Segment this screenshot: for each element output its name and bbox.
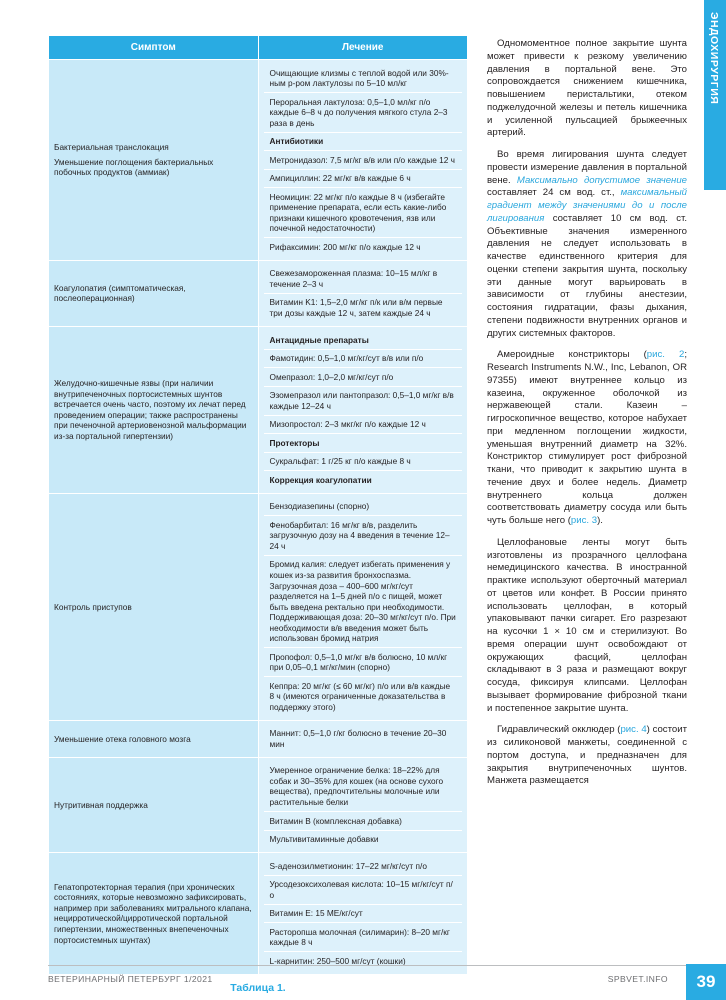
- table-row: [49, 260, 468, 326]
- treatment-item: Пероральная лактулоза: 0,5–1,0 мл/кг п/о каждые 6–8 ч до получения мягкого стула 2–3 раза в день: [264, 93, 463, 133]
- paragraph-5: Гидравлический окклюдер (рис. 4) состоит из силиконовой манжеты, соединенной с портом доступа, и предназначен для закрытия внутрипеченочных шунтов. Манжета размещается: [487, 724, 687, 787]
- section-tab: [704, 0, 726, 190]
- treatment-item: Урсодезоксихолевая кислота: 10–15 мг/кг/сут п/о: [264, 876, 463, 905]
- table-row: [49, 60, 468, 261]
- table-header-row: [49, 36, 468, 60]
- treatment-item: Маннит: 0,5–1,0 г/кг болюсно в течение 20–30 мин: [269, 728, 447, 749]
- treatment-item: Витамин K1: 1,5–2,0 мг/кг п/к или в/м первые три дозы каждые 12 ч, затем каждые 24 ч: [269, 297, 443, 318]
- cell-treatment: [258, 327, 468, 494]
- cell-symptom: Уменьшение отека головного мозга: [49, 720, 259, 757]
- treatment-item: Протекторы: [264, 434, 463, 453]
- treatment-item: Омепразол: 1,0–2,0 мг/кг/сут п/о: [264, 368, 463, 387]
- treatment-item: Кеппра: 20 мг/кг (≤ 60 мг/кг) п/о или в/в каждые 8 ч (имеются ограниченные доказательства в поддержку этого): [269, 680, 451, 712]
- treatment-item: Умеренное ограничение белка: 18–22% для собак и 30–35% для кошек (на основе сухого вещества), предпочтительны молочные или растительные белки: [264, 762, 463, 812]
- treatment-item: Неомицин: 22 мг/кг п/о каждые 8 ч (избегайте применение препарата, если есть какие-либо признаки кишечного кровотечения, язв или почечной недостаточности): [264, 188, 463, 238]
- paragraph-3: Амероидные констрикторы (рис. 2; Research Instruments N.W., Inc, Lebanon, OR 97355) имеют внутреннее кольцо из казеина, окруженное оболочкой из нержавеющей стали. Казеин – гигроскопичное вещество, которое набухает при медленном поглощении жидкости, уменьшая внутренний диаметр на 32%. Констриктор стимулирует рост фиброзной ткани, что приводит к закрытию шунта в течение двух и более недель. Диаметр внутреннего кольца должен соответствовать диаметру сосуда или быть чуть больше него (рис. 3).: [487, 349, 687, 526]
- treatment-item: Рифаксимин: 200 мг/кг п/о каждые 12 ч: [269, 241, 421, 252]
- treatment-item: Бромид калия: следует избегать применения у кошек из-за развития бронхоспазма. Загрузочная доза – 400–600 мг/кг/сут разделяется на 1–5 дней п/о с пищей, может быть введена ректально при необходимости. Поддерживающая доза: 20–30 мг/кг/сут п/о. При необходимости в/в введения может быть использован бромид натрия: [264, 556, 463, 648]
- footer-divider: [48, 965, 704, 966]
- treatment-item: Очищающие клизмы с теплой водой или 30%-ным р-ром лактулозы по 5–10 мл/кг: [264, 64, 463, 93]
- table-row: [49, 327, 468, 494]
- treatment-item: L-карнитин: 250–500 мг/сут (кошки): [269, 955, 406, 966]
- cell-symptom: Коагулопатия (симптоматическая, послеоперационная): [49, 260, 259, 326]
- article-text-column: [487, 38, 687, 797]
- paragraph-1: Одномоментное полное закрытие шунта может привести к резкому увеличению давления в портальной вене. Это сопровождается снижением кишечника, повышением перистальтики, отеком поджелудочной железы и петель кишечника и усиленной пульсацией брыжеечных артерий.: [487, 38, 687, 139]
- treatment-item: Фамотидин: 0,5–1,0 мг/кг/сут в/в или п/о: [264, 350, 463, 369]
- table-row: [49, 720, 468, 757]
- treatment-table: [48, 35, 468, 975]
- cell-treatment: [258, 493, 468, 720]
- cell-treatment: [258, 260, 468, 326]
- paragraph-4: Целлофановые ленты могут быть изготовлены из прозрачного целлофана немедицинского качества. В иностранной практике используют оберточный материал от цветов или конфет. В России принято использовать целлофан, в который упаковывают пачки сигарет. Его разрезают на кусочки 1 × 10 см и стерилизуют. Во время операции шунт освобождают от окружающих фасций, целлофан складывают в 3 раза и размещают вокруг сосуда, фиксируя клипсами. Целлофан вызывает формирование фиброзной ткани и постепенное закрытие шунта.: [487, 536, 687, 714]
- cell-symptom: Гепатопротекторная терапия (при хронических состояниях, которые невозможно зафиксировать, например при заболеваниях митрального клапана, нецирротической/цирротической портальной гипертензии, множественных внепеченочных портосистемных шунтах): [49, 853, 259, 975]
- treatment-item: Ампициллин: 22 мг/кг в/в каждые 6 ч: [264, 170, 463, 189]
- treatment-item: Эзомепразол или пантопразол: 0,5–1,0 мг/кг в/в каждые 12–24 ч: [264, 387, 463, 416]
- treatment-item: Бензодиазепины (спорно): [264, 498, 463, 517]
- column-header-symptom: Симптом: [49, 36, 259, 60]
- footer-website: SPBVET.INFO: [607, 974, 668, 984]
- cell-treatment: [258, 853, 468, 975]
- treatment-item: Витамин E: 15 МЕ/кг/сут: [264, 905, 463, 924]
- treatment-item: Расторопша молочная (силимарин): 8–20 мг/кг каждые 8 ч: [264, 923, 463, 952]
- treatment-item: Пропофол: 0,5–1,0 мг/кг в/в болюсно, 10 мл/кг при 0,05–0,1 мг/кг/мин (спорно): [264, 648, 463, 677]
- page-number: 39: [686, 964, 726, 1000]
- treatment-item: Метронидазол: 7,5 мг/кг в/в или п/о каждые 12 ч: [264, 151, 463, 170]
- paragraph-2: Во время лигирования шунта следует провести измерение давления в портальной вене. Максимально допустимое значение составляет 24 см вод. ст., максимальный градиент между значениями до и после лигирования составляет 10 см вод. ст. Объективные значения измеренного давления не следует использовать в качестве единственного критерия для оценки степени закрытия шунта, поскольку эти данные могут варьировать в зависимости от глубины анестезии, состояния гидратации, фазы дыхания, степени подвижности внутренних органов и других системных факторов.: [487, 149, 687, 339]
- table-row: [49, 493, 468, 720]
- treatment-item: Антацидные препараты: [264, 331, 463, 350]
- treatment-item: Свежезамороженная плазма: 10–15 мл/кг в течение 2–3 ч: [264, 265, 463, 294]
- cell-symptom: Нутритивная поддержка: [49, 757, 259, 852]
- treatment-item: Мизопростол: 2–3 мкг/кг п/о каждые 12 ч: [264, 416, 463, 435]
- footer-journal-name: ВЕТЕРИНАРНЫЙ ПЕТЕРБУРГ 1/2021: [48, 974, 213, 984]
- treatment-item: Фенобарбитал: 16 мг/кг в/в, разделить загрузочную дозу на 4 введения в течение 12–24 ч: [264, 516, 463, 556]
- treatment-item: Сукральфат: 1 г/25 кг п/о каждые 8 ч: [264, 453, 463, 472]
- cell-treatment: [258, 720, 468, 757]
- cell-treatment: [258, 757, 468, 852]
- treatment-item: Мультивитаминные добавки: [269, 834, 379, 845]
- table-row: [49, 757, 468, 852]
- table-column: [48, 35, 468, 994]
- column-header-treatment: Лечение: [258, 36, 468, 60]
- treatment-item: S-аденозилметионин: 17–22 мг/кг/сут п/о: [264, 857, 463, 876]
- table-body: [49, 60, 468, 975]
- cell-symptom: Бактериальная транслокация Уменьшение поглощения бактериальных побочных продуктов (аммиак): [49, 60, 259, 261]
- section-tab-label: ЭНДОХИРУРГИЯ: [708, 12, 720, 105]
- cell-symptom: Желудочно-кишечные язвы (при наличии внутрипеченочных портосистемных шунтов встречается очень часто, поэтому их лечат перед проведением операции; также распространены при печеночной артериовенозной мальформации из-за портальной гипертензии): [49, 327, 259, 494]
- table-row: [49, 853, 468, 975]
- cell-treatment: [258, 60, 468, 261]
- treatment-item: Коррекция коагулопатии: [269, 474, 372, 485]
- table-caption: Таблица 1.: [230, 981, 286, 994]
- cell-symptom: Контроль приступов: [49, 493, 259, 720]
- treatment-item: Витамин B (комплексная добавка): [264, 812, 463, 831]
- treatment-item: Антибиотики: [264, 133, 463, 152]
